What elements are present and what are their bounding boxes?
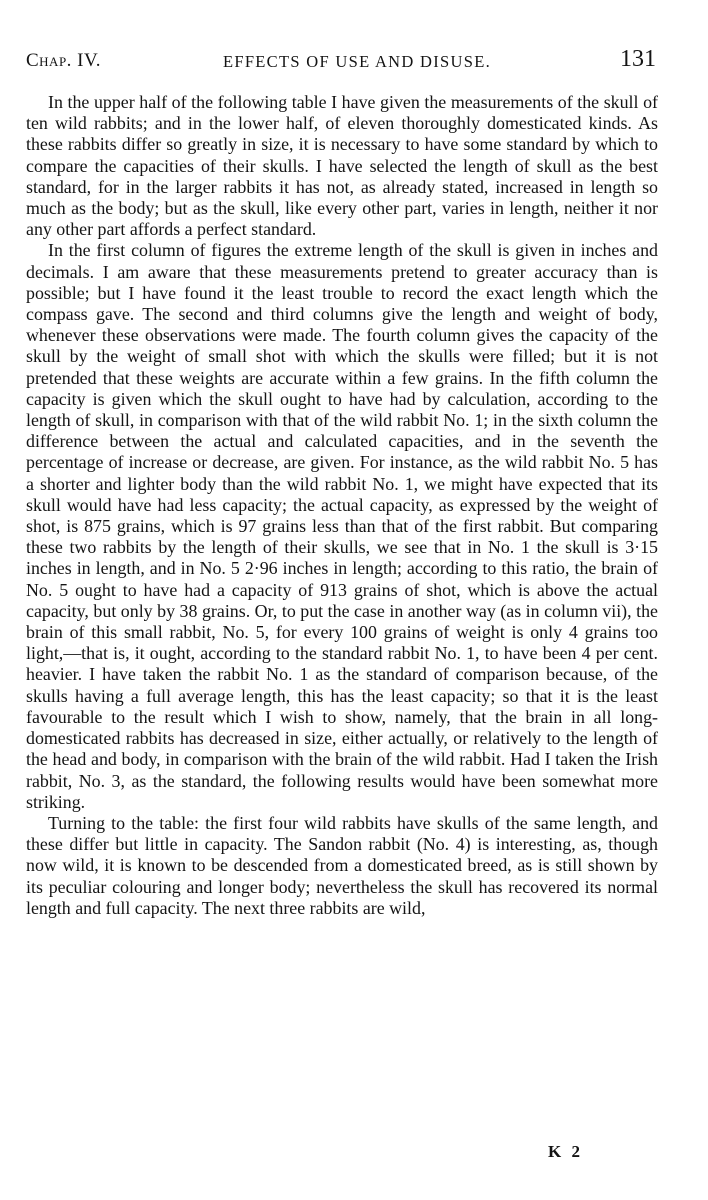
chapter-label: Chap. IV. — [26, 50, 102, 71]
paragraph-1: In the upper half of the following table I have given the measurements of the skull of ten wild rabbits; and in the lower half, of eleven thoroughly domesticated kinds. As these rabbits differ so greatly in size, it is necessary to have some standard by which to compare the capacities of their skulls. I have selected the length of skull as the best standard, for in the larger rabbits it has not, as already stated, increased in length so much as the body; but as the skull, like every other part, varies in length, neither it nor any other part affords a perfect standard. — [26, 92, 658, 240]
body-text — [26, 92, 658, 919]
page-number: 131 — [620, 46, 656, 72]
paragraph-2: In the first column of figures the extreme length of the skull is given in inches and decimals. I am aware that these measurements pretend to greater accuracy than is possible; but I have found it the least trouble to record the exact length which the compass gave. The second and third columns give the length and weight of body, whenever these observations were made. The fourth column gives the capacity of the skull by the weight of small shot with which the skulls were filled; but it is not pretended that these weights are accurate within a few grains. In the fifth column the capacity is given which the skull ought to have had by calculation, according to the length of skull, in comparison with that of the wild rabbit No. 1; in the sixth column the difference between the actual and calculated capacities, and in the seventh the percentage of increase or decrease, are given. For instance, as the wild rabbit No. 5 has a shorter and lighter body than the wild rabbit No. 1, we might have expected that its skull would have had less capacity; the actual capacity, as expressed by the weight of shot, is 875 grains, which is 97 grains less than that of the first rabbit. But comparing these two rabbits by the length of their skulls, we see that in No. 1 the skull is 3·15 inches in length, and in No. 5 2·96 inches in length; according to this ratio, the brain of No. 5 ought to have had a capacity of 913 grains of shot, which is above the actual capacity, but only by 38 grains. Or, to put the case in another way (as in column vii), the brain of this small rabbit, No. 5, for every 100 grains of weight is only 4 grains too light,—that is, it ought, according to the standard rabbit No. 1, to have been 4 per cent. heavier. I have taken the rabbit No. 1 as the standard of comparison because, of the skulls having a full average length, this has the least capacity; so that it is the least favourable to the result which I wish to show, namely, that the brain in all long-domesticated rabbits has decreased in size, either actually, or relatively to the length of the head and body, in comparison with the brain of the wild rabbit. Had I taken the Irish rabbit, No. 3, as the standard, the following results would have been somewhat more striking. — [26, 240, 658, 812]
book-page — [26, 44, 658, 919]
running-header — [26, 44, 658, 84]
paragraph-3: Turning to the table: the first four wild rabbits have skulls of the same length, and these differ but little in capacity. The Sandon rabbit (No. 4) is interesting, as, though now wild, it is known to be descended from a domesticated breed, as is still shown by its peculiar colouring and longer body; nevertheless the skull has recovered its normal length and full capacity. The next three rabbits are wild, — [26, 812, 658, 918]
signature-mark: K 2 — [548, 1142, 583, 1161]
running-title: EFFECTS OF USE AND DISUSE. — [222, 52, 492, 71]
